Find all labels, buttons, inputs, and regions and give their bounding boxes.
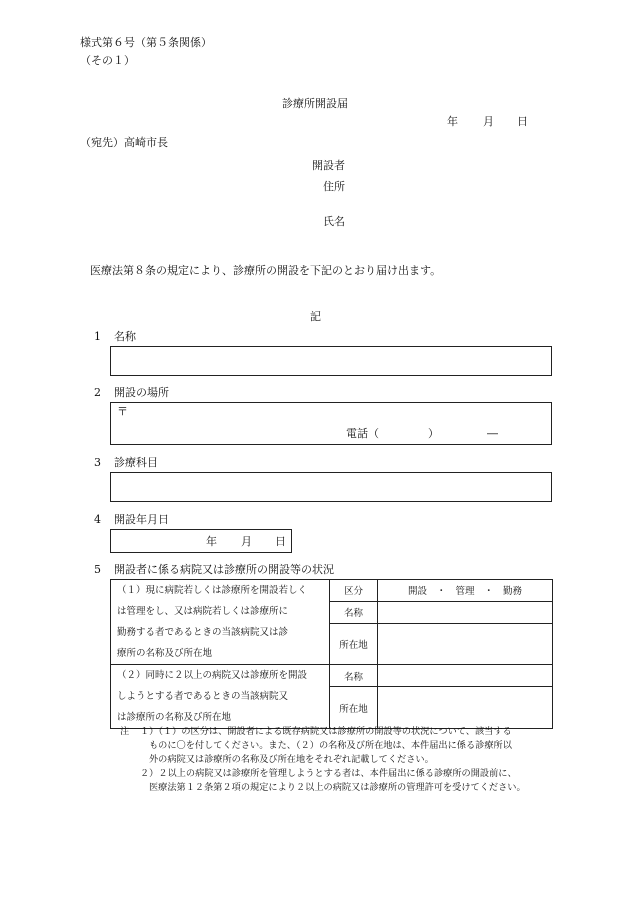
phone-label: 電話（ [346,427,379,440]
status-row1-line: （１）現に病院若しくは診療所を開設若しく [117,585,308,596]
ki-heading: 記 [310,310,321,323]
name-field[interactable] [110,346,552,376]
item3-number: 3 [94,456,101,469]
status-row2-line: は診療所の名称及び所在地 [117,712,232,723]
item1-label: 名称 [114,330,136,343]
applicant-name-label: 氏名 [323,215,345,228]
status-row1-line: 勤務する者であるときの当該病院又は診 [117,627,289,638]
statement: 医療法第８条の規定により、診療所の開設を下記のとおり届け出ます。 [90,264,442,277]
row2-name-input[interactable] [378,665,553,687]
item4-label: 開設年月日 [114,513,169,526]
row1-location-input[interactable] [378,623,553,664]
section-header: 区分 [330,580,378,602]
item2-label: 開設の場所 [114,386,169,399]
note2-line: ２）２以上の病院又は診療所を管理しようとする者は、本件届出に係る診療所の開設前に、 [140,768,517,779]
date-day-label: 日 [517,115,528,128]
status-row1-description [111,580,330,665]
status-row2-description [111,665,330,729]
row2-location-label: 所在地 [330,687,378,729]
date-month-label: 月 [483,115,494,128]
addressee: （宛先）高崎市長 [80,136,168,149]
status-row2-line: （２）同時に２以上の病院又は診療所を開設 [117,670,308,681]
row2-name-label: 名称 [330,665,378,687]
item2-number: 2 [94,386,101,399]
document-title: 診療所開設届 [282,97,348,110]
item4-number: 4 [94,513,101,526]
status-row2-line: しようとする者であるときの当該病院又 [117,691,289,702]
postal-mark: 〒 [117,405,128,418]
row2-location-input[interactable] [378,687,553,729]
options-header[interactable]: 開設 ・ 管理 ・ 勤務 [378,580,553,602]
item3-label: 診療科目 [114,456,158,469]
form-sub-number: （その１） [80,54,135,67]
note1-line: 外の病院又は診療所の名称及び所在地をそれぞれ記載してください。 [149,754,434,765]
note2-line: 医療法第１２条第２項の規定により２以上の病院又は診療所の管理許可を受けてください。 [149,782,526,793]
row1-location-label: 所在地 [330,623,378,664]
open-date-day: 日 [275,535,286,548]
applicant-heading: 開設者 [312,159,345,172]
row1-name-input[interactable] [378,601,553,623]
applicant-address-label: 住所 [323,180,345,193]
phone-dash: ― [487,427,498,440]
note1-line: ものに〇を付してください。また、（２）の名称及び所在地は、本件届出に係る診療所以 [149,740,512,751]
location-field[interactable] [110,402,552,445]
open-date-field[interactable] [110,529,292,553]
item5-label: 開設者に係る病院又は診療所の開設等の状況 [114,563,334,576]
status-row1-line: は管理をし、又は病院若しくは診療所に [117,606,289,617]
status-table [110,579,553,729]
departments-field[interactable] [110,472,552,502]
date-year-label: 年 [447,115,458,128]
notes-prefix: 注 [120,726,130,737]
status-row1-line: 療所の名称及び所在地 [117,648,213,659]
row1-name-label: 名称 [330,601,378,623]
item5-number: 5 [94,563,101,576]
item1-number: 1 [94,330,101,343]
form-number: 様式第６号（第５条関係） [80,36,212,49]
phone-paren-close: ） [428,427,439,440]
open-date-month: 月 [241,535,252,548]
open-date-year: 年 [206,535,217,548]
note1-line: １）（１）の区分は、開設者による既存病院又は診療所の開設等の状況について、該当する [140,726,512,737]
